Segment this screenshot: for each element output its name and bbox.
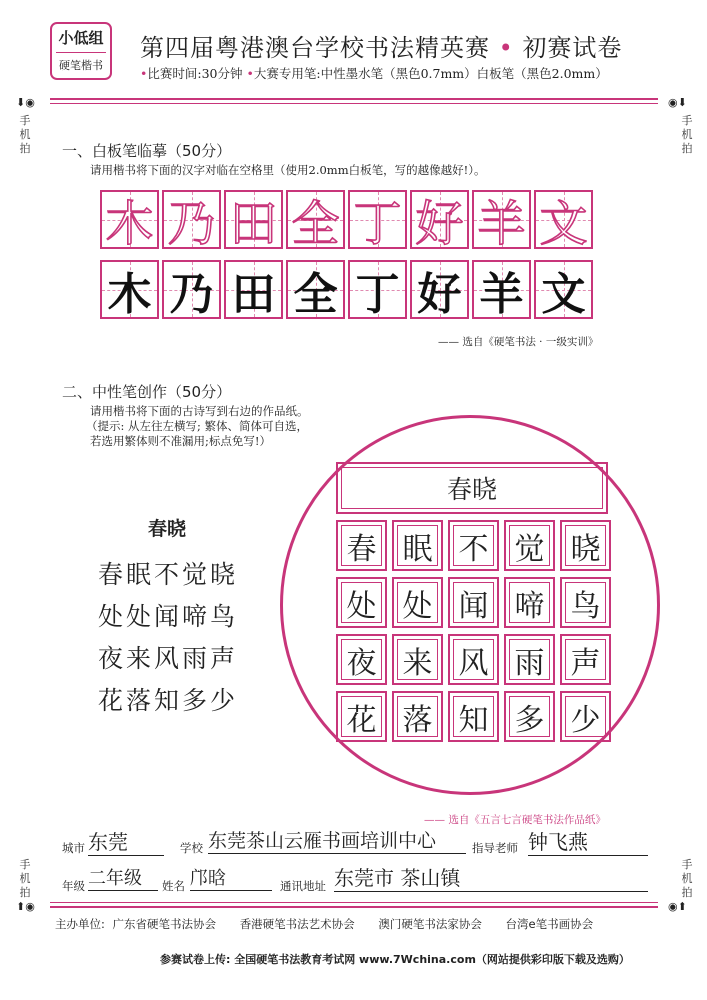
work-cell: 不 (448, 520, 499, 571)
bottom-divider-thin (50, 902, 658, 903)
name-label: 姓名 (162, 879, 185, 893)
work-cell: 处 (336, 577, 387, 628)
school-field[interactable]: 东莞茶山云雁书画培训中心 (208, 826, 466, 854)
poem-line: 夜来风雨声 (98, 644, 239, 673)
grade-field[interactable]: 二年级 (88, 864, 158, 891)
work-cell: 啼 (504, 577, 555, 628)
section1-source: —— 选自《硬笔书法 · 一级实训》 (438, 336, 599, 348)
work-title: 春晓 (446, 475, 497, 504)
work-cell: 少 (560, 691, 611, 742)
model-cell: 乃 (162, 190, 221, 249)
copy-cell: 乃 (162, 260, 221, 319)
work-cell: 风 (448, 634, 499, 685)
copy-cell: 田 (224, 260, 283, 319)
model-cell: 全 (286, 190, 345, 249)
address-field[interactable]: 东莞市 茶山镇 (334, 862, 648, 892)
section2-source: —— 选自《五言七言硬笔书法作品纸》 (424, 814, 606, 826)
work-cell: 声 (560, 634, 611, 685)
copy-cell: 好 (410, 260, 469, 319)
work-title-box (336, 462, 608, 514)
poem-line: 处处闻啼鸟 (98, 602, 239, 631)
camera-icon: ◉ (668, 96, 678, 109)
model-cell: 羊 (472, 190, 531, 249)
address-label: 通讯地址 (280, 879, 326, 893)
section1-instruction: 请用楷书将下面的汉字对临在空格里（使用2.0mm白板笔，写的越像越好!）。 (90, 163, 486, 177)
camera-marker-bottom-right: ◉⬆ (668, 900, 687, 913)
work-cell: 夜 (336, 634, 387, 685)
top-divider (50, 98, 658, 100)
grade-label: 年级 (62, 879, 85, 893)
model-cell: 木 (100, 190, 159, 249)
exam-info: •比赛时间:30分钟 •大赛专用笔:中性墨水笔（黑色0.7mm）白板笔（黑色2.0mm） (140, 66, 608, 81)
section2-instruction-1: 请用楷书将下面的古诗写到右边的作品纸。 (90, 404, 309, 418)
copy-cell: 文 (534, 260, 593, 319)
copy-cell: 木 (100, 260, 159, 319)
model-cell: 田 (224, 190, 283, 249)
camera-marker-bottom-left: ⬆◉ (16, 900, 35, 913)
group-sub-label: 硬笔楷书 (59, 59, 103, 72)
section2-heading: 二、中性笔创作（50分） (62, 383, 232, 401)
work-cell: 觉 (504, 520, 555, 571)
group-label: 小低组 (58, 29, 104, 47)
work-cell: 春 (336, 520, 387, 571)
work-cell: 知 (448, 691, 499, 742)
page-title: 第四届粤港澳台学校书法精英赛 • 初赛试卷 (140, 34, 623, 62)
work-cell: 花 (336, 691, 387, 742)
phone-capture-label-bottom-right: 手机拍 (681, 858, 693, 899)
school-label: 学校 (180, 841, 203, 855)
phone-capture-label-bottom-left: 手机拍 (19, 858, 31, 899)
work-cell: 处 (392, 577, 443, 628)
group-badge (50, 22, 112, 80)
camera-icon: ◉ (668, 900, 678, 913)
copy-cell: 全 (286, 260, 345, 319)
model-grid (100, 190, 593, 252)
work-grid (336, 520, 616, 748)
city-label: 城市 (62, 841, 85, 855)
upload-info: 参赛试卷上传: 全国硬笔书法教育考试网 www.7Wchina.com（网站提供彩印版下载及选购） (160, 953, 630, 966)
copy-cell: 羊 (472, 260, 531, 319)
model-cell: 丁 (348, 190, 407, 249)
section2-instruction-2: （提示: 从左往左横写; 繁体、简体可自选， (86, 419, 309, 433)
city-field[interactable]: 东莞 (88, 826, 164, 856)
work-cell: 鸟 (560, 577, 611, 628)
work-cell: 多 (504, 691, 555, 742)
work-cell: 闻 (448, 577, 499, 628)
exam-pen: 大赛专用笔:中性墨水笔（黑色0.7mm）白板笔（黑色2.0mm） (253, 66, 608, 81)
model-cell: 文 (534, 190, 593, 249)
teacher-field[interactable]: 钟飞燕 (528, 826, 648, 856)
name-field[interactable]: 邝晗 (190, 864, 272, 891)
copy-grid (100, 260, 593, 319)
top-divider-thin (50, 103, 658, 104)
bottom-divider (50, 906, 658, 908)
section1-heading: 一、白板笔临摹（50分） (62, 142, 232, 160)
organizers: 主办单位: 广东省硬笔书法协会 香港硬笔书法艺术协会 澳门硬笔书法家协会 台湾e笔书画协会 (55, 917, 594, 931)
camera-icon: ◉ (25, 900, 35, 913)
camera-marker-top-left: ⬇◉ (16, 96, 35, 109)
copy-cell: 丁 (348, 260, 407, 319)
work-cell: 落 (392, 691, 443, 742)
teacher-label: 指导老师 (472, 841, 518, 855)
work-cell: 雨 (504, 634, 555, 685)
model-cell: 好 (410, 190, 469, 249)
camera-icon: ◉ (25, 96, 35, 109)
phone-capture-label-top-right: 手机拍 (681, 114, 693, 155)
work-cell: 晓 (560, 520, 611, 571)
work-cell: 眠 (392, 520, 443, 571)
poem-title: 春晓 (148, 518, 187, 540)
poem-line: 花落知多少 (98, 686, 239, 715)
phone-capture-label-top-left: 手机拍 (19, 114, 31, 155)
work-cell: 来 (392, 634, 443, 685)
section2-instruction-3: 若选用繁体则不准漏用;标点免写!） (90, 434, 271, 448)
poem-line: 春眠不觉晓 (98, 560, 239, 589)
exam-time: 比赛时间:30分钟 (147, 66, 243, 81)
camera-marker-top-right: ◉⬇ (668, 96, 687, 109)
